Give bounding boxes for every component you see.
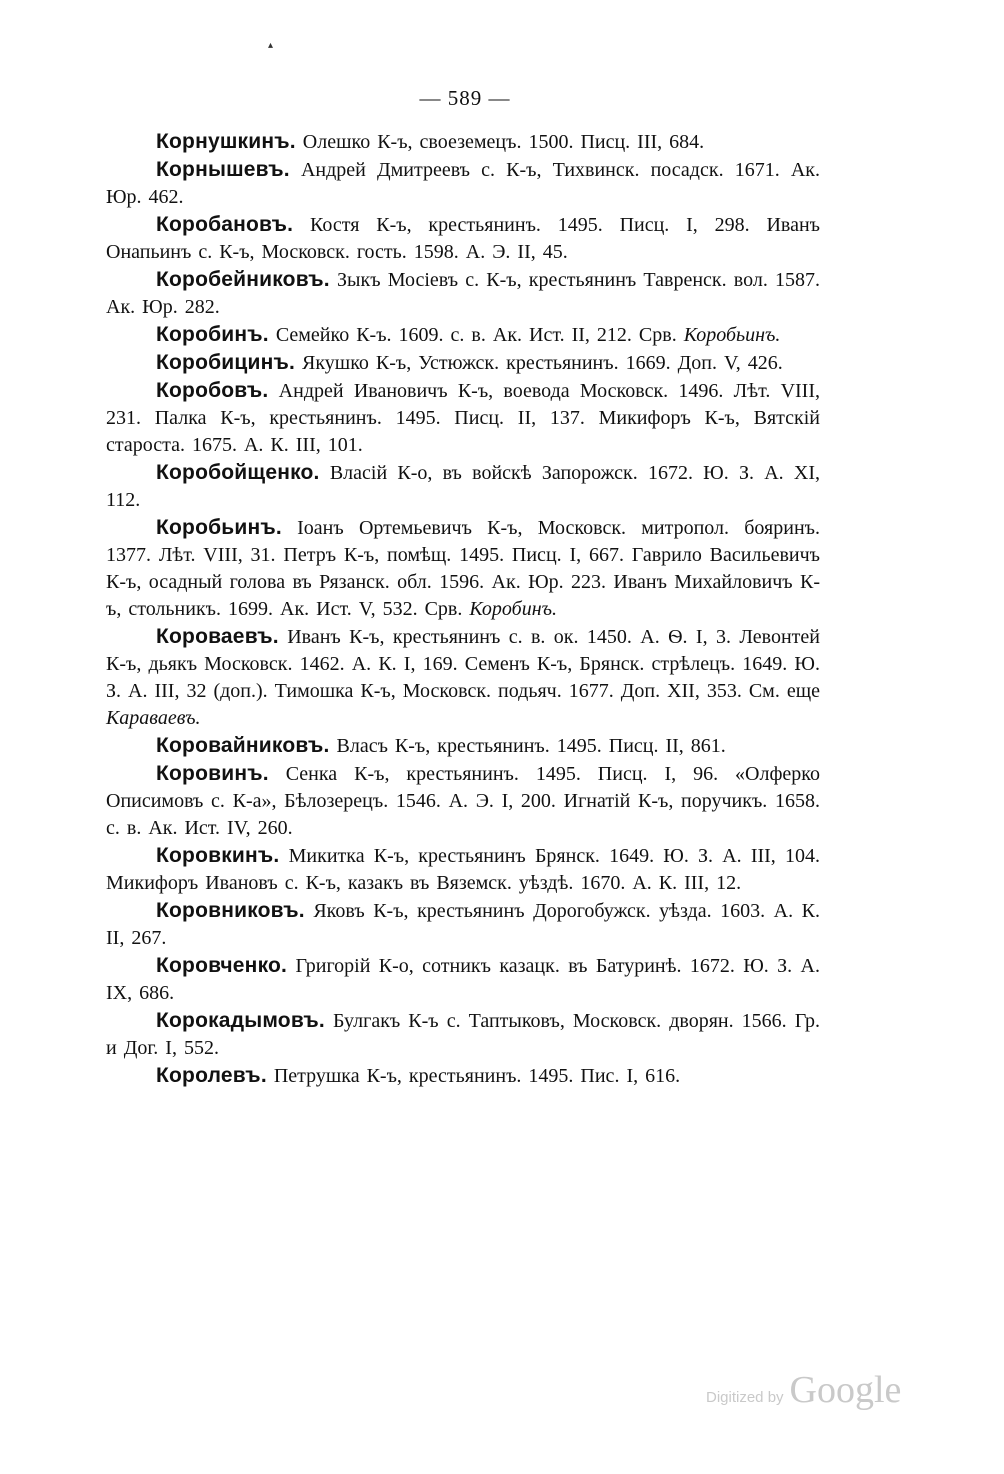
entry-headword: Королевъ.	[156, 1064, 267, 1087]
entry-headword: Коробинъ.	[156, 323, 269, 346]
dictionary-entry	[106, 266, 820, 321]
entry-headword: Коровниковъ.	[156, 899, 305, 922]
digitized-watermark	[706, 1368, 901, 1412]
entry-headword: Коробицинъ.	[156, 351, 296, 374]
dictionary-text	[106, 128, 820, 1090]
entry-text: Яковъ К-ъ, крестьянинъ Дорогобужск. уѣзда. 1603. А. К. II, 267.	[106, 900, 820, 949]
entry-headword: Коробановъ.	[156, 213, 294, 236]
entry-text: Григорій К-о, сотникъ казацк. въ Батуринѣ. 1672. Ю. З. А. IX, 686.	[106, 955, 820, 1004]
entry-headword: Коробовъ.	[156, 379, 269, 402]
entry-text: Булгакъ К-ъ с. Таптыковъ, Московск. дворян. 1566. Гр. и Дог. I, 552.	[106, 1010, 820, 1059]
entry-cross-reference: Коробинъ.	[469, 598, 557, 620]
dictionary-entry	[106, 211, 820, 266]
dictionary-entry	[106, 377, 820, 459]
entry-text: Костя К-ъ, крестьянинъ. 1495. Писц. I, 298. Иванъ Онапьинъ с. К-ъ, Московск. гость. 1598. А. Э. II, 45.	[106, 214, 820, 263]
watermark-prefix: Digitized by	[706, 1389, 784, 1406]
ink-speck: ▴	[268, 40, 274, 51]
entry-cross-reference: Коробьинъ.	[683, 324, 781, 346]
entry-text: Иванъ К-ъ, крестьянинъ с. в. ок. 1450. А. Ѳ. I, 3. Левонтей К-ъ, дьякъ Московск. 1462. А. К. I, 169. Семенъ К-ъ, Брянск. стрѣлецъ. 1649. Ю. З. А. III, 32 (доп.). Тимошка К-ъ, Московск. подьяч. 1677. Доп. XII, 353. См. еще	[106, 626, 820, 702]
entry-headword: Коробейниковъ.	[156, 268, 330, 291]
entry-text: Якушко К-ъ, Устюжск. крестьянинъ. 1669. Доп. V, 426.	[295, 352, 783, 374]
entry-headword: Коровайниковъ.	[156, 734, 330, 757]
dictionary-entry	[106, 952, 820, 1007]
watermark-brand: Google	[789, 1369, 902, 1411]
entry-headword: Корнушкинъ.	[156, 130, 296, 153]
entry-text: Андрей Дмитреевъ с. К-ъ, Тихвинск. посадск. 1671. Ак. Юр. 462.	[106, 159, 820, 208]
dictionary-entry	[106, 349, 820, 377]
dictionary-entry	[106, 128, 820, 156]
dictionary-entry	[106, 459, 820, 514]
entry-text: Андрей Ивановичъ К-ъ, воевода Московск. 1496. Лѣт. VIII, 231. Палка К-ъ, крестьянинъ. 1495. Писц. II, 137. Микифоръ К-ъ, Вятскій староста. 1675. А. К. III, 101.	[106, 380, 820, 456]
entry-text: Микитка К-ъ, крестьянинъ Брянск. 1649. Ю. З. А. III, 104. Микифоръ Ивановъ с. К-ъ, казакъ въ Вяземск. уѣздѣ. 1670. А. К. III, 12.	[106, 845, 820, 894]
entry-headword: Коробьинъ.	[156, 516, 282, 539]
dictionary-entry	[106, 842, 820, 897]
page-number: — 589 —	[419, 86, 511, 110]
entry-text: Сенка К-ъ, крестьянинъ. 1495. Писц. I, 96. «Олферко Описимовъ с. К-а», Бѣлозерецъ. 1546. А. Э. I, 200. Игнатій К-ъ, поручикъ. 1658. с. в. Ак. Ист. IV, 260.	[106, 763, 820, 839]
dictionary-entry	[106, 321, 820, 349]
dictionary-entry	[106, 897, 820, 952]
entry-text: Олешко К-ъ, своеземецъ. 1500. Писц. III, 684.	[295, 131, 705, 153]
dictionary-entry	[106, 623, 820, 732]
entry-headword: Корнышевъ.	[156, 158, 290, 181]
entry-text: Власъ К-ъ, крестьянинъ. 1495. Писц. II, 861.	[329, 735, 726, 757]
dictionary-entry	[106, 760, 820, 842]
entry-text: Власій К-о, въ войскѣ Запорожск. 1672. Ю. З. А. XI, 112.	[106, 462, 820, 511]
entry-text: Семейко К-ъ. 1609. с. в. Ак. Ист. II, 212. Срв.	[268, 324, 684, 346]
dictionary-entry	[106, 1007, 820, 1062]
entry-text: Петрушка К-ъ, крестьянинъ. 1495. Пис. I, 616.	[266, 1065, 681, 1087]
dictionary-entry	[106, 514, 820, 623]
dictionary-entry	[106, 732, 820, 760]
entry-headword: Короваевъ.	[156, 625, 279, 648]
entry-text: Іоанъ Ортемьевичъ К-ъ, Московск. митропол. бояринъ. 1377. Лѣт. VIII, 31. Петръ К-ъ, помѣщ. 1495. Писц. I, 667. Гаврило Васильевичъ К-ъ, осадный голова въ Рязанск. обл. 1596. Ак. Юр. 223. Иванъ Михайловичъ К-ъ, стольникъ. 1699. Ак. Ист. V, 532. Срв.	[106, 517, 820, 620]
entry-cross-reference: Караваевъ.	[106, 707, 201, 729]
entry-headword: Корокадымовъ.	[156, 1009, 325, 1032]
dictionary-entry	[106, 1062, 820, 1090]
entry-headword: Коровченко.	[156, 954, 288, 977]
dictionary-entry	[106, 156, 820, 211]
entry-headword: Коробойщенко.	[156, 461, 320, 484]
entry-headword: Коровкинъ.	[156, 844, 280, 867]
entry-text: Зыкъ Мосіевъ с. К-ъ, крестьянинъ Тавренск. вол. 1587. Ак. Юр. 282.	[106, 269, 820, 318]
entry-headword: Коровинъ.	[156, 762, 269, 785]
